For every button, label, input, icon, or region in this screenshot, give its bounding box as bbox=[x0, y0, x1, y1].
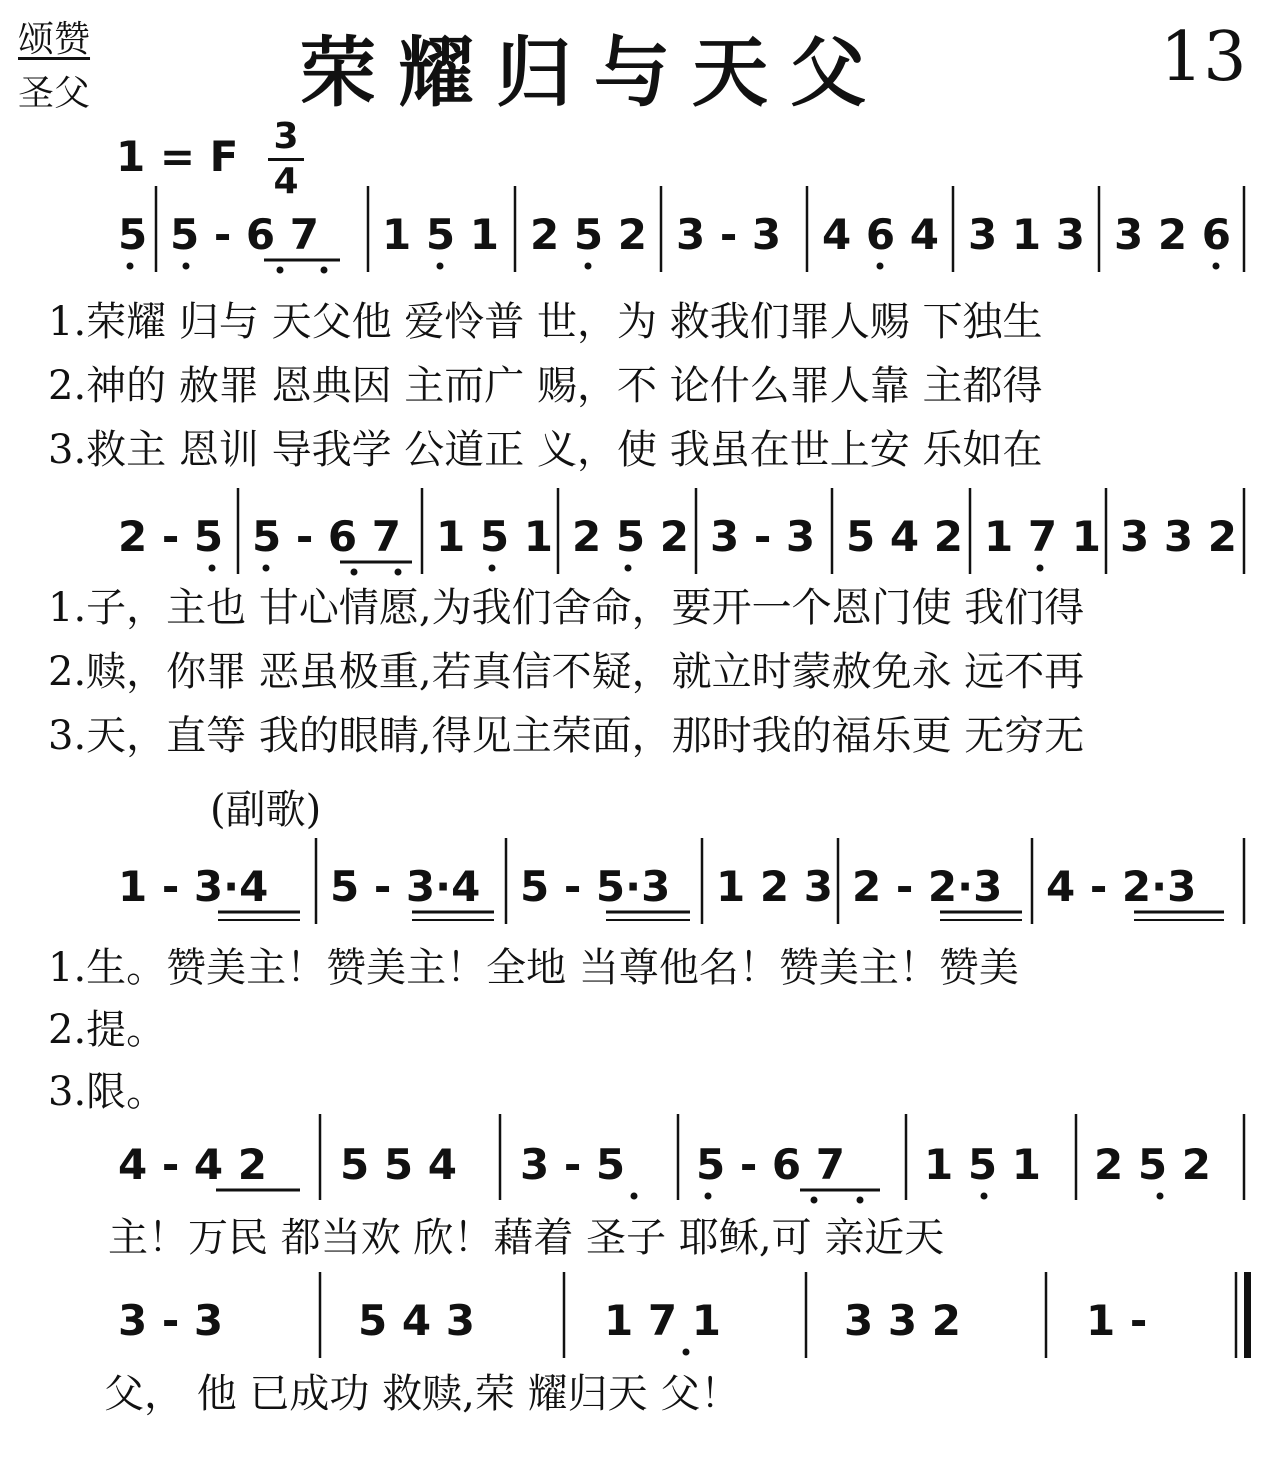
hymn-number: 13 bbox=[1160, 18, 1247, 97]
measure: 5 - 6 7 bbox=[696, 1140, 845, 1189]
lyric-line-verse-2: 2.提。 bbox=[48, 1007, 167, 1053]
lyric-line-verse-2: 2.赎，你罪 恶虽极重,若真信不疑，就立时蒙赦免永 远不再 bbox=[48, 649, 1085, 695]
measure: 3 2 6 bbox=[1114, 210, 1231, 259]
measure: 5 - 6 7 bbox=[170, 210, 319, 259]
lyric-line-verse-2: 2.神的 赦罪 恩典因 主而广 赐，不 论什么罪人靠 主都得 bbox=[48, 363, 1043, 409]
measure: 1 7 1 bbox=[984, 512, 1101, 561]
measure: 4 6 4 bbox=[822, 210, 939, 259]
measure: 4 - 2·3 bbox=[1046, 862, 1197, 911]
measure: 2 5 2 bbox=[530, 210, 647, 259]
final-bar-thick bbox=[1244, 1272, 1251, 1358]
measure: 3 - 5 bbox=[520, 1140, 626, 1189]
measure: 5 4 3 bbox=[358, 1296, 475, 1345]
measure: 5 - 3·4 bbox=[330, 862, 481, 911]
measure: 1 5 1 bbox=[382, 210, 499, 259]
page-title: 荣耀归与天父 bbox=[300, 28, 888, 117]
measure: 5 - 5·3 bbox=[520, 862, 671, 911]
measure: 2 5 2 bbox=[1094, 1140, 1211, 1189]
measure: 3 1 3 bbox=[968, 210, 1085, 259]
measure: 1 - bbox=[1086, 1296, 1148, 1345]
hymn-subcategory: 圣父 bbox=[18, 73, 91, 114]
measure-pickup: 5 bbox=[118, 210, 148, 259]
octave-dots bbox=[127, 263, 1220, 1356]
lyric-line-verse-3: 3.天，直等 我的眼睛,得见主荣面，那时我的福乐更 无穷无 bbox=[48, 713, 1085, 759]
lyric-line-verse-3: 3.限。 bbox=[48, 1069, 167, 1115]
eighth-note-underlines bbox=[216, 260, 1224, 1190]
measure: 4 - 4 2 bbox=[118, 1140, 267, 1189]
measure: 2 5 2 bbox=[572, 512, 689, 561]
measure: 3 - 3 bbox=[118, 1296, 224, 1345]
measure: 5 5 4 bbox=[340, 1140, 457, 1189]
measure: 1 5 1 bbox=[924, 1140, 1041, 1189]
measure: 5 - 6 7 bbox=[252, 512, 401, 561]
measure: 2 - 2·3 bbox=[852, 862, 1003, 911]
measure: 3 - 3 bbox=[676, 210, 782, 259]
lyric-line-refrain: 父， 他 已成功 救赎,荣 耀归天 父！ bbox=[104, 1371, 741, 1417]
measure: 1 7 1 bbox=[604, 1296, 721, 1345]
lyric-line-refrain: 主！万民 都当欢 欣！藉着 圣子 耶稣,可 亲近天 bbox=[108, 1215, 945, 1261]
measure: 2 - 5 bbox=[118, 512, 224, 561]
measure: 3 3 2 bbox=[844, 1296, 961, 1345]
hymn-category: 颂赞 bbox=[18, 19, 91, 60]
time-denominator: 4 bbox=[273, 161, 299, 202]
measure: 3 3 2 bbox=[1120, 512, 1237, 561]
bar-lines bbox=[156, 186, 1244, 1358]
measure: 1 - 3·4 bbox=[118, 862, 269, 911]
measure: 1 2 3 bbox=[716, 862, 833, 911]
key-signature: 1 = F bbox=[116, 132, 239, 181]
chorus-label: (副歌) bbox=[210, 787, 322, 833]
lyric-line-verse-1: 1.生。赞美主！赞美主！全地 当尊他名！赞美主！赞美 bbox=[48, 945, 1019, 991]
lyric-line-verse-1: 1.荣耀 归与 天父他 爱怜普 世，为 救我们罪人赐 下独生 bbox=[48, 299, 1043, 345]
measure: 1 5 1 bbox=[436, 512, 553, 561]
measure: 3 - 3 bbox=[710, 512, 816, 561]
time-numerator: 3 bbox=[268, 118, 304, 161]
lyric-line-verse-1: 1.子，主也 甘心情愿,为我们舍命，要开一个恩门使 我们得 bbox=[48, 585, 1085, 631]
measure: 5 4 2 bbox=[846, 512, 963, 561]
lyric-line-verse-3: 3.救主 恩训 导我学 公道正 义，使 我虽在世上安 乐如在 bbox=[48, 427, 1043, 473]
